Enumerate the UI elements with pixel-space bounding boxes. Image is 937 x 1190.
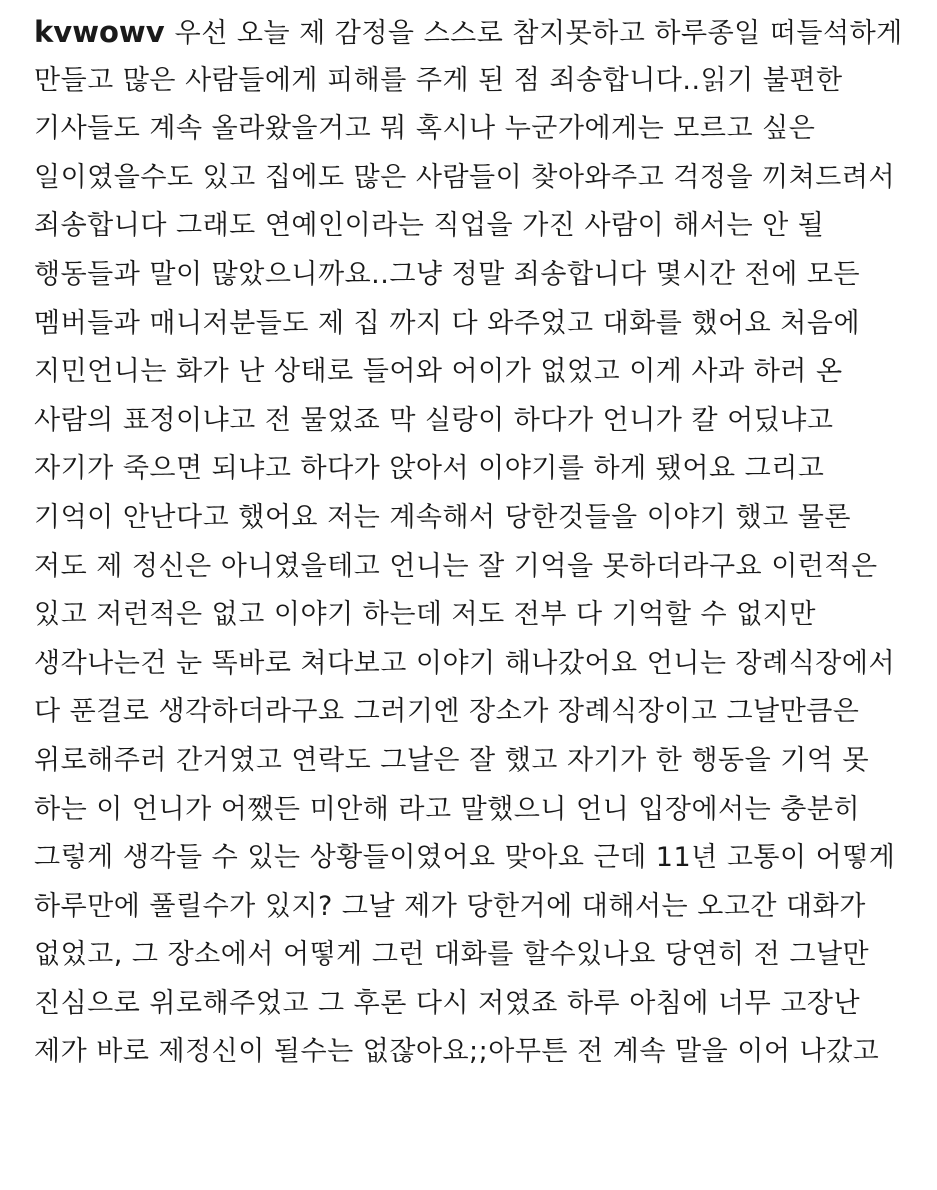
- comment-line: 지민언니는 화가 난 상태로 들어와 어이가 없었고 이게 사과 하러 온: [34, 356, 843, 388]
- comment-line: 멤버들과 매니저분들도 제 집 까지 다 와주었고 대화를 했어요 처음에: [34, 307, 861, 339]
- comment-line: 죄송합니다 그래도 연예인이라는 직업을 가진 사람이 해서는 안 될: [34, 210, 825, 242]
- comment-line: 기사들도 계속 올라왔을거고 뭐 혹시나 누군가에게는 모르고 싶은: [34, 113, 816, 145]
- comment-body: [34, 8, 927, 1077]
- comment-line: 자기가 죽으면 되냐고 하다가 앉아서 이야기를 하게 됐어요 그리고: [34, 453, 825, 485]
- comment-line: 하루만에 풀릴수가 있지? 그날 제가 당한거에 대해서는 오고간 대화가: [34, 890, 866, 922]
- comment-line: 다 푼걸로 생각하더라구요 그러기엔 장소가 장례식장이고 그날만큼은: [34, 696, 860, 728]
- comment-line: 하는 이 언니가 어쨌든 미안해 라고 말했으니 언니 입장에서는 충분히: [34, 793, 861, 825]
- comment-line: 없었고, 그 장소에서 어떻게 그런 대화를 할수있나요 당연히 전 그날만: [34, 939, 870, 971]
- comment-line: 기억이 안난다고 했어요 저는 계속해서 당한것들을 이야기 했고 물론: [34, 501, 851, 533]
- username[interactable]: kvwowv: [34, 15, 165, 49]
- comment-line-text: 우선 오늘 제 감정을 스스로 참지못하고 하루종일 떠들석하게: [174, 18, 903, 49]
- comment-line: 위로해주러 간거였고 연락도 그날은 잘 했고 자기가 한 행동을 기억 못: [34, 744, 870, 776]
- comment-line: 제가 바로 제정신이 될수는 없잖아요;;아무튼 전 계속 말을 이어 나갔고: [34, 1036, 880, 1068]
- comment-line: 사람의 표정이냐고 전 물었죠 막 실랑이 하다가 언니가 칼 어딨냐고: [34, 404, 834, 436]
- comment-line: 진심으로 위로해주었고 그 후론 다시 저였죠 하루 아침에 너무 고장난: [34, 987, 861, 1019]
- comment-line: 생각나는건 눈 똑바로 쳐다보고 이야기 해나갔어요 언니는 장례식장에서: [34, 647, 896, 679]
- comment-line: 만들고 많은 사람들에게 피해를 주게 된 점 죄송합니다..읽기 불편한: [34, 64, 843, 96]
- comment-line: 그렇게 생각들 수 있는 상황들이였어요 맞아요 근데 11년 고통이 어떻게: [34, 842, 896, 874]
- comment-line: 있고 저런적은 없고 이야기 하는데 저도 전부 다 기억할 수 없지만: [34, 599, 816, 631]
- comment-line: 행동들과 말이 많았으니까요..그냥 정말 죄송합니다 몇시간 전에 모든: [34, 258, 861, 290]
- comment-line: [34, 8, 927, 57]
- comment-line: 일이였을수도 있고 집에도 많은 사람들이 찾아와주고 걱정을 끼쳐드려서: [34, 161, 896, 193]
- comment-line: 저도 제 정신은 아니였을테고 언니는 잘 기억을 못하더라구요 이런적은: [34, 550, 878, 582]
